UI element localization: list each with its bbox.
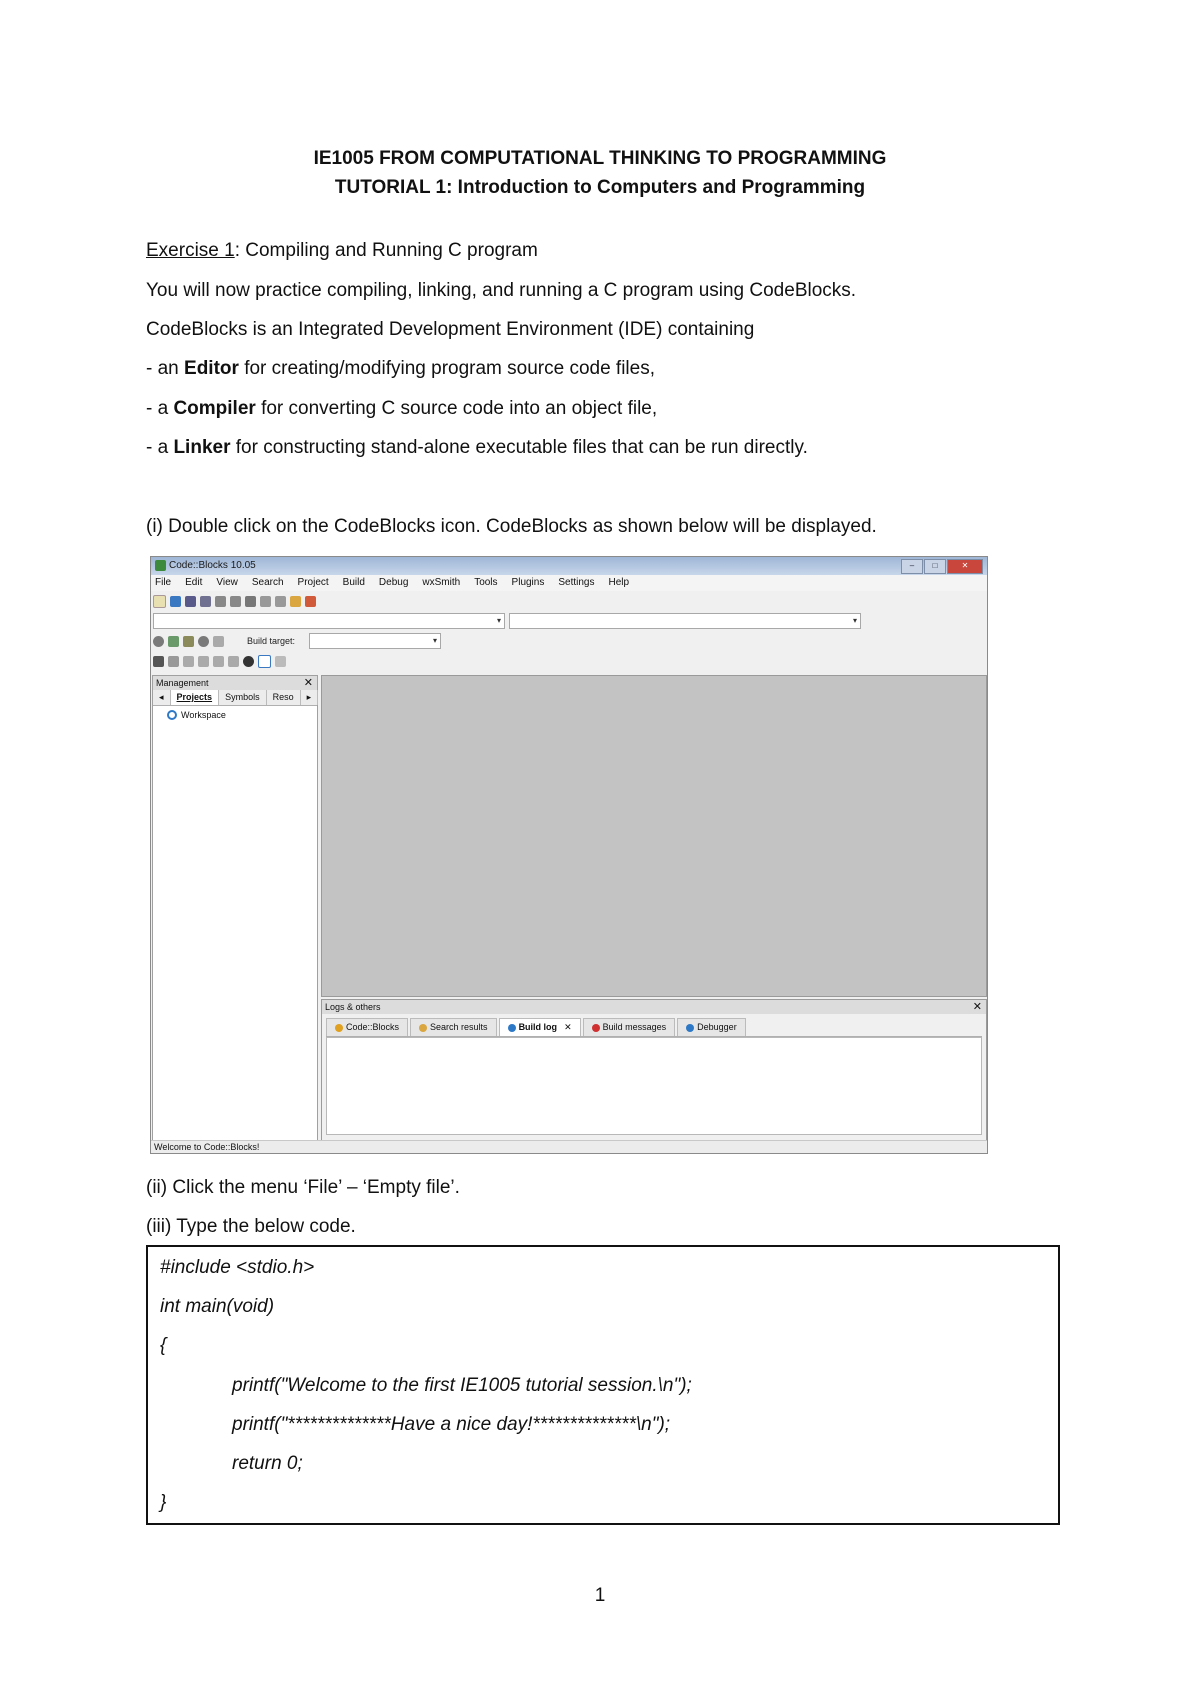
debug-windows-icon [258, 655, 271, 668]
logs-panel [321, 999, 987, 1143]
close-icon: ✕ [947, 559, 983, 574]
code-line: return 0; [232, 1453, 303, 1474]
exercise-label: Exercise 1 [146, 240, 235, 261]
build-toolbar [153, 633, 224, 649]
tab-debugger [677, 1018, 746, 1036]
management-panel [152, 675, 318, 1143]
logs-header [322, 1000, 986, 1014]
code-line: #include <stdio.h> [160, 1257, 315, 1278]
open-icon [170, 596, 181, 607]
tab-projects: Projects [171, 690, 220, 705]
build-target-combo [309, 633, 441, 649]
code-line: printf("**************Have a nice day!**************\n"); [232, 1414, 671, 1435]
editor-bullet [146, 358, 655, 380]
menu-settings: Settings [558, 577, 595, 588]
menu-tools: Tools [474, 577, 498, 588]
minimize-icon: – [901, 559, 923, 574]
editor-area [321, 675, 987, 997]
chevron-down-icon: ▾ [496, 616, 501, 625]
save-all-icon [200, 596, 211, 607]
abort-icon [213, 636, 224, 647]
info-icon [275, 656, 286, 667]
tab-codeblocks-log [326, 1018, 408, 1036]
run-to-cursor-icon [168, 656, 179, 667]
ide-statusbar: Welcome to Code::Blocks! [151, 1140, 987, 1153]
exercise-colon: : [234, 240, 240, 261]
paste-icon [275, 596, 286, 607]
tab-label: Debugger [697, 1022, 737, 1032]
copy-icon [260, 596, 271, 607]
code-line: printf("Welcome to the first IE1005 tutorial session.\n"); [232, 1375, 692, 1396]
menu-file: File [155, 577, 172, 588]
tutorial-title: TUTORIAL 1: Introduction to Computers and Programming [334, 177, 866, 198]
ide-window-title: Code::Blocks 10.05 [169, 560, 256, 571]
debug-toolbar [153, 653, 286, 669]
cut-icon [245, 596, 256, 607]
code-line: } [160, 1492, 167, 1513]
chevron-left-icon: ◂ [153, 690, 171, 705]
menu-build: Build [342, 577, 365, 588]
workspace-label: Workspace [181, 710, 226, 720]
tab-build-log [499, 1018, 581, 1036]
stop-debug-icon [243, 656, 254, 667]
step-into-icon [198, 656, 209, 667]
menu-plugins: Plugins [511, 577, 545, 588]
build-run-icon [183, 636, 194, 647]
menu-project: Project [297, 577, 329, 588]
tab-label: Build log [518, 1022, 558, 1032]
code-box [146, 1245, 1060, 1525]
compiler-bullet [146, 398, 657, 420]
workspace-icon [167, 710, 177, 720]
bullet-text: for creating/modifying program source code files, [238, 358, 656, 379]
bullet-term: Editor [184, 358, 239, 379]
step-3: (iii) Type the below code. [146, 1216, 356, 1237]
next-line-icon [183, 656, 194, 667]
function-combo [509, 613, 861, 629]
bullet-prefix: - a [146, 437, 174, 458]
rebuild-icon [198, 636, 209, 647]
tab-resources: Reso [267, 690, 301, 705]
save-icon [185, 596, 196, 607]
menu-edit: Edit [185, 577, 203, 588]
ide-definition: CodeBlocks is an Integrated Development Environment (IDE) containing [146, 319, 755, 340]
chevron-down-icon: ▾ [852, 616, 857, 625]
search-icon [419, 1024, 427, 1032]
exercise-title: Compiling and Running C program [239, 240, 538, 261]
replace-icon [305, 596, 316, 607]
tab-search-results [410, 1018, 497, 1036]
tab-label: Code::Blocks [346, 1022, 400, 1032]
build-target-label: Build target: [247, 636, 296, 646]
tab-label: Build messages [602, 1022, 667, 1032]
bullet-prefix: - an [146, 358, 185, 379]
maximize-icon: □ [924, 559, 946, 574]
menu-help: Help [608, 577, 630, 588]
management-title: Management [156, 678, 209, 688]
management-tabs [153, 690, 317, 706]
tab-label: Search results [430, 1022, 488, 1032]
code-line: { [160, 1335, 167, 1356]
redo-icon [230, 596, 241, 607]
bullet-prefix: - a [146, 398, 174, 419]
code-line: int main(void) [160, 1296, 275, 1317]
tab-symbols: Symbols [219, 690, 267, 705]
pin-icon [592, 1024, 600, 1032]
logs-body [326, 1037, 982, 1135]
pencil-icon [335, 1024, 343, 1032]
undo-icon [215, 596, 226, 607]
window-controls [901, 559, 983, 574]
menu-view: View [216, 577, 238, 588]
step-1: (i) Double click on the CodeBlocks icon. CodeBlocks as shown below will be displayed. [146, 516, 877, 537]
step-out-icon [213, 656, 224, 667]
ide-titlebar [151, 557, 987, 575]
debug-icon [153, 656, 164, 667]
page-number: 1 [594, 1585, 606, 1606]
step-2: (ii) Click the menu ‘File’ – ‘Empty file’. [146, 1177, 460, 1198]
exercise-heading [146, 240, 538, 262]
codeblocks-icon [155, 560, 166, 571]
logs-tabs [326, 1018, 982, 1037]
scope-combo [153, 613, 505, 629]
close-icon: ✕ [972, 1001, 982, 1013]
menu-search: Search [251, 577, 284, 588]
bullet-term: Linker [173, 437, 231, 458]
gear-icon [508, 1024, 516, 1032]
bullet-text: for converting C source code into an object file, [255, 398, 658, 419]
close-icon: ✕ [303, 677, 313, 689]
bullet-text: for constructing stand-alone executable files that can be run directly. [230, 437, 808, 458]
bullet-term: Compiler [173, 398, 256, 419]
gear-icon [686, 1024, 694, 1032]
intro-paragraph: You will now practice compiling, linking, and running a C program using CodeBlocks. [146, 280, 857, 301]
next-instruction-icon [228, 656, 239, 667]
menu-debug: Debug [378, 577, 409, 588]
tab-build-messages [583, 1018, 676, 1036]
linker-bullet [146, 437, 808, 459]
chevron-right-icon: ▸ [301, 690, 319, 705]
workspace-node [167, 710, 317, 720]
build-icon [153, 636, 164, 647]
management-header [153, 676, 317, 690]
logs-title: Logs & others [325, 1002, 381, 1012]
ide-menubar [151, 575, 987, 591]
main-toolbar [153, 593, 316, 609]
find-icon [290, 596, 301, 607]
codeblocks-screenshot [150, 556, 988, 1154]
new-file-icon [153, 595, 166, 608]
menu-wxsmith: wxSmith [422, 577, 461, 588]
chevron-down-icon: ▾ [432, 636, 437, 645]
close-icon: ✕ [564, 1022, 572, 1032]
run-icon [168, 636, 179, 647]
course-title: IE1005 FROM COMPUTATIONAL THINKING TO PROGRAMMING [313, 148, 887, 169]
